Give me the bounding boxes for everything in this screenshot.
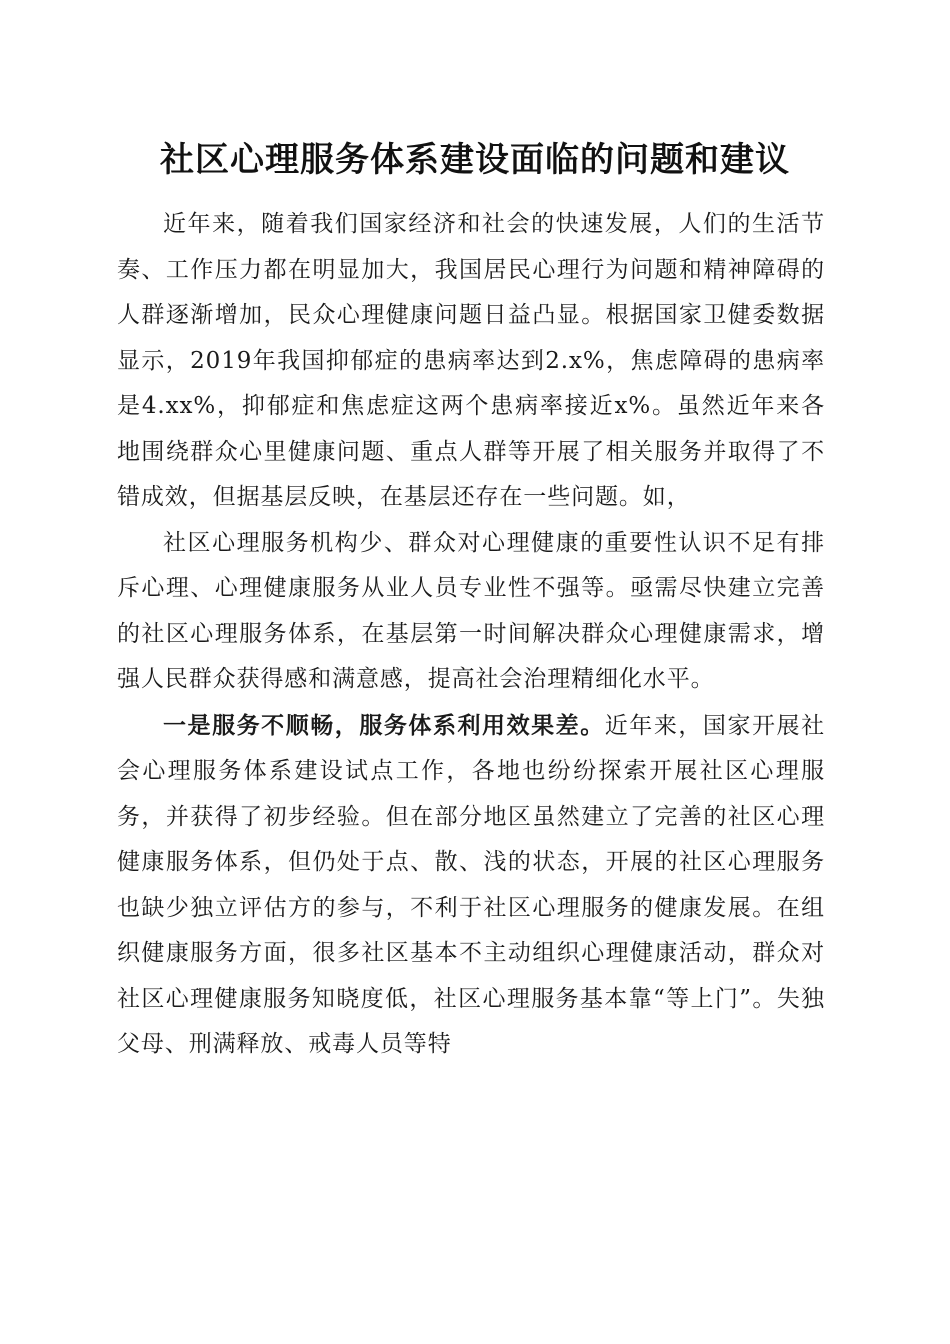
paragraph-point-one-lead: 一是服务不顺畅，服务体系利用效果差。 [163,711,605,739]
paragraph-intro [117,202,825,521]
document-title: 社区心理服务体系建设面临的问题和建议 [160,140,790,180]
paragraph-problems-summary [117,521,825,703]
document-body [117,202,825,1068]
paragraph-point-one-text: 近年来，国家开展社会心理服务体系建设试点工作，各地也纷纷探索开展社区心理服务，并获得了初步经验。但在部分地区虽然建立了完善的社区心理健康服务体系，但仍处于点、散、浅的状态，开展的社区心理服务也缺少独立评估方的参与，不利于社区心理服务的健康发展。在组织健康服务方面，很多社区基本不主动组织心理健康活动，群众对社区心理健康服务知晓度低，社区心理服务基本靠“等上门”。失独父母、刑满释放、戒毒人员等特 [117,712,826,1057]
paragraph-point-one [117,703,825,1068]
paragraph-intro-text: 近年来，随着我们国家经济和社会的快速发展，人们的生活节奏、工作压力都在明显加大，我国居民心理行为问题和精神障碍的人群逐渐增加，民众心理健康问题日益凸显。根据国家卫健委数据显示，2019年我国抑郁症的患病率达到2.x%，焦虑障碍的患病率是4.xx%，抑郁症和焦虑症这两个患病率接近x%。虽然近年来各地围绕群众心里健康问题、重点人群等开展了相关服务并取得了不错成效，但据基层反映，在基层还存在一些问题。如， [117,211,825,510]
paragraph-problems-summary-text: 社区心理服务机构少、群众对心理健康的重要性认识不足有排斥心理、心理健康服务从业人员专业性不强等。亟需尽快建立完善的社区心理服务体系，在基层第一时间解决群众心理健康需求，增强人民群众获得感和满意感，提高社会治理精细化水平。 [117,529,825,692]
